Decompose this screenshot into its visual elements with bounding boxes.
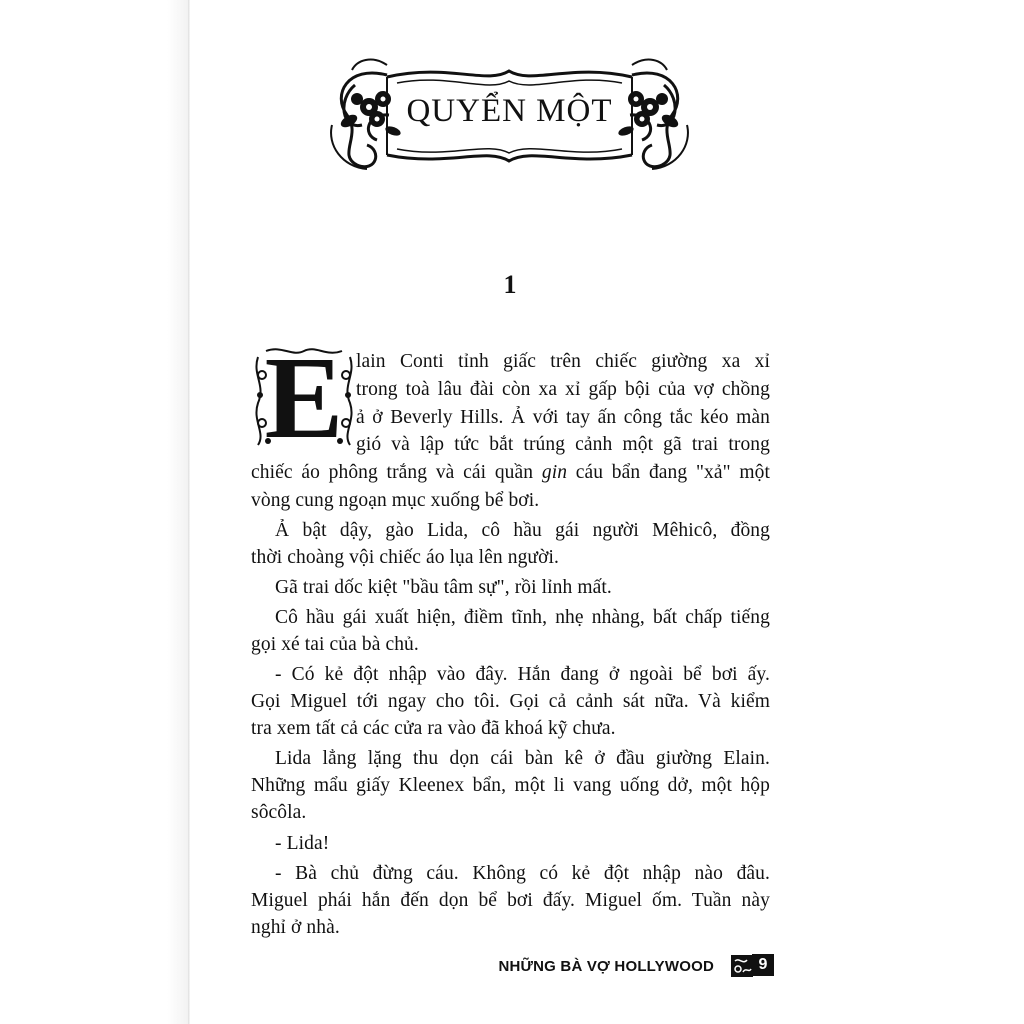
text-line: nghỉ ở nhà. [251,917,340,938]
text-line: lain Conti tỉnh giấc trên chiếc giường xa xỉ [356,351,770,372]
text-line: Lida lẳng lặng thu dọn cái bàn kê ở đầu giường Elain. [275,748,770,769]
text-line: gọi xé tai của bà chủ. [251,634,419,655]
ornamental-title-banner [327,55,692,175]
text-line: sôcôla. [251,802,307,823]
page-edge [188,0,189,1024]
chapter-number: 1 [503,270,517,299]
page-left-margin [0,0,190,1024]
text-line: gió và lập tức bắt trúng cảnh một gã trai trong [356,434,770,455]
running-footer-title: NHỮNG BÀ VỢ HOLLYWOOD [498,958,714,975]
text-line: trong toà lâu đài còn xa xỉ gấp bội của vợ chồng [356,379,770,400]
drop-cap [252,332,356,463]
text-line: tra xem tất cả các cửa ra vào đã khoá kỹ chưa. [251,718,616,739]
text-line: chiếc áo phông trắng và cái quần gin cáu bẩn đang "xả" một [251,462,770,483]
text-line: Gọi Miguel tới ngay cho tôi. Gọi cả cảnh sát nữa. Và kiểm [251,691,770,712]
text-line: Cô hầu gái xuất hiện, điềm tĩnh, nhẹ nhàng, bất chấp tiếng [275,607,770,628]
drop-cap-letter: E [264,332,344,463]
book-part-title: QUYỂN MỘT [406,93,613,129]
text-line: thời choàng vội chiếc áo lụa lên người. [251,547,560,568]
text-line: Ả bật dậy, gào Lida, cô hầu gái người Mêhicô, đồng [275,520,770,541]
text-line: - Lida! [275,833,330,854]
text-line: Những mẩu giấy Kleenex bẩn, một li vang uống dở, một hộp [251,775,770,796]
page-number: 9 [752,954,774,976]
footer-ornament-icon [731,955,753,977]
text-line: Gã trai dốc kiệt "bầu tâm sự", rồi lỉnh mất. [275,577,612,598]
text-line: vòng cung ngoạn mục xuống bể bơi. [251,490,540,511]
text-line: - Bà chủ đừng cáu. Không có kẻ đột nhập nào đâu. [275,863,770,884]
text-line: - Có kẻ đột nhập vào đây. Hắn đang ở ngoài bể bơi ấy. [275,664,770,685]
italic-word: gin [541,462,568,483]
text-line: ả ở Beverly Hills. Ả với tay ấn công tắc kéo màn [356,407,770,428]
text-line: Miguel phái hắn đến dọn bể bơi đấy. Miguel ốm. Tuần này [251,890,770,911]
